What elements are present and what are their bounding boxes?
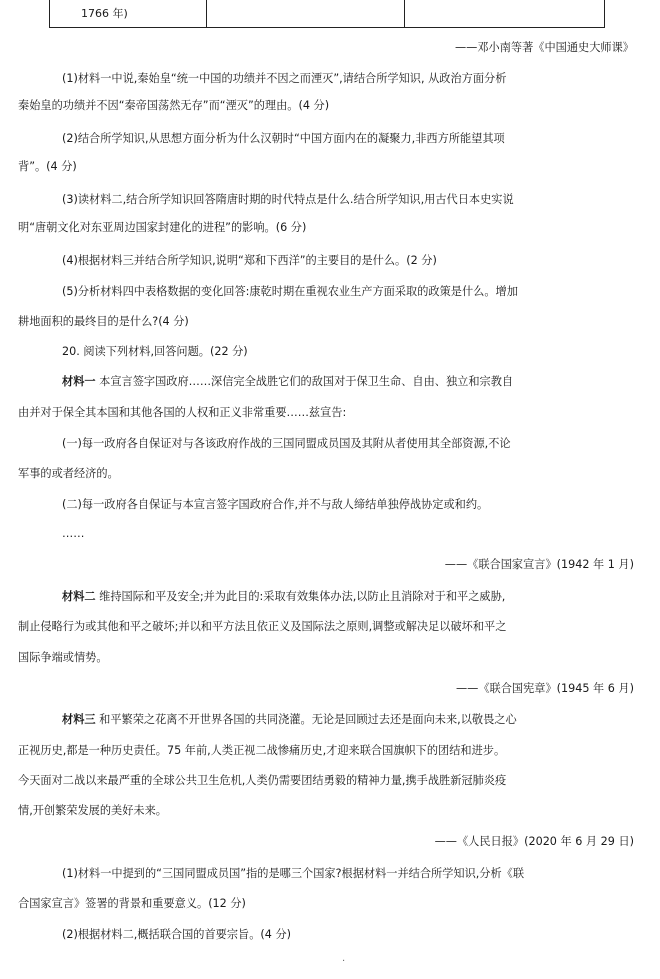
material-3-line3: 今天面对二战以来最严重的全球公共卫生危机,人类仍需要团结勇毅的精神力量,携手战胜新冠肺炎疫	[18, 774, 507, 787]
material-2-citation: ——《联合国宪章》(1945 年 6 月)	[455, 682, 634, 695]
material-2-label: 材料二	[62, 590, 96, 603]
material-1-item2: (二)每一政府各自保证与本宣言签字国政府合作,并不与敌人缔结单独停战协定或和约。	[62, 498, 489, 511]
question-19-2-line1: (2)结合所学知识,从思想方面分析为什么汉朝时“中国方面内在的凝聚力,非西方所能望其项	[62, 132, 505, 145]
question-20-1-line1: (1)材料一中提到的“三国同盟成员国”指的是哪三个国家?根据材料一并结合所学知识,分析《联	[62, 867, 525, 880]
question-19-5-line2: 耕地面积的最终目的是什么?(4 分)	[18, 315, 189, 328]
material-3-text: 和平繁荣之花离不开世界各国的共同浇灌。无论是回顾过去还是面向未来,以敬畏之心	[95, 713, 517, 726]
citation-source: ——邓小南等著《中国通史大师课》	[454, 41, 634, 54]
material-2-line3: 国际争端或情势。	[18, 651, 108, 664]
question-19-1-line2: 秦始皇的功绩并不因“秦帝国荡然无存”而“湮灭”的理由。(4 分)	[18, 99, 330, 112]
question-19-3-line1: (3)读材料二,结合所学知识回答隋唐时期的时代特点是什么.结合所学知识,用古代日本史实说	[62, 193, 514, 206]
material-3-line1	[62, 712, 517, 728]
material-1-item1-line1: (一)每一政府各自保证对与各该政府作战的三国同盟成员国及其附从者使用其全部资源,不论	[62, 437, 511, 450]
table-cell-year: 1766 年)	[50, 0, 207, 27]
material-3-line4: 情,开创繁荣发展的美好未来。	[18, 804, 167, 817]
material-1-line2: 由并对于保全其本国和其他各国的人权和正义非常重要……兹宣告:	[18, 406, 347, 419]
question-19-2-line2: 背”。(4 分)	[18, 160, 77, 173]
question-19-4-line1: (4)根据材料三并结合所学知识,说明“郑和下西洋”的主要目的是什么。(2 分)	[62, 254, 437, 267]
table-cell-empty	[405, 0, 604, 27]
material-1-label: 材料一	[62, 375, 96, 388]
material-1-line1	[62, 374, 513, 390]
material-1-citation: ——《联合国家宣言》(1942 年 1 月)	[444, 558, 634, 571]
material-3-label: 材料三	[62, 713, 96, 726]
question-20-heading: 20. 阅读下列材料,回答问题。(22 分)	[62, 345, 248, 358]
material-1-text: 本宣言签字国政府……深信完全战胜它们的敌国对于保卫生命、自由、独立和宗教自	[95, 375, 514, 388]
material-1-ellipsis: ……	[62, 527, 85, 540]
table-cell-empty	[207, 0, 405, 27]
material-3-citation: ——《人民日报》(2020 年 6 月 29 日)	[434, 835, 634, 848]
page-mark: ·	[342, 956, 346, 967]
question-19-1-line1: (1)材料一中说,秦始皇“统一中国的功绩并不因之而湮灭”,请结合所学知识, 从政治方面分析	[62, 72, 507, 85]
material-2-line2: 制止侵略行为或其他和平之破坏;并以和平方法且依正义及国际法之原则,调整或解决足以破坏和平之	[18, 620, 507, 633]
question-20-1-line2: 合国家宣言》签署的背景和重要意义。(12 分)	[18, 897, 246, 910]
material-2-line1	[62, 589, 505, 605]
question-19-3-line2: 明“唐朝文化对东亚周边国家封建化的进程”的影响。(6 分)	[18, 221, 307, 234]
material-2-text: 维持国际和平及安全;并为此目的:采取有效集体办法,以防止且消除对于和平之威胁,	[95, 590, 506, 603]
table-fragment	[49, 0, 605, 28]
material-1-item1-line2: 军事的或者经济的。	[18, 467, 119, 480]
question-19-5-line1: (5)分析材料四中表格数据的变化回答:康乾时期在重视农业生产方面采取的政策是什么。增加	[62, 285, 518, 298]
question-20-2-line1: (2)根据材料二,概括联合国的首要宗旨。(4 分)	[62, 928, 291, 941]
material-3-line2: 正视历史,都是一种历史责任。75 年前,人类正视二战惨痛历史,才迎来联合国旗帜下的团结和进步。	[18, 744, 506, 757]
